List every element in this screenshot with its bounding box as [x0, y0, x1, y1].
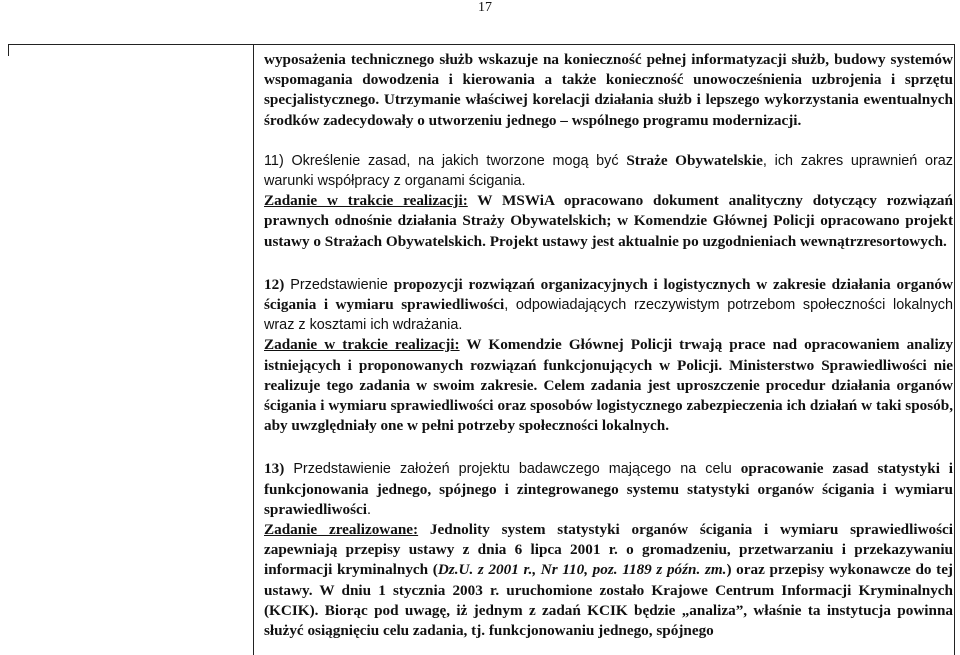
item-11-bold: Straże Obywatelskie: [626, 151, 763, 169]
item-12-bold: propozycji rozwiązań organizacyjnych i logistycznych w zakresie działania organów ścigania i wymiaru sprawiedliwości: [264, 275, 953, 314]
paragraph-item-11: [264, 151, 953, 191]
item-13-number: 13): [264, 460, 285, 478]
item-13-text-b: .: [366, 501, 371, 518]
paragraph-item-12: [264, 275, 953, 336]
page-number: 17: [478, 0, 492, 15]
paragraph-item-11-task: [264, 191, 953, 252]
paragraph-intro: [264, 50, 953, 131]
table-border-left: [253, 44, 254, 655]
item-12-number: 12): [264, 275, 285, 293]
paragraph-item-13: [264, 459, 953, 520]
item-13-task-text-a: Jednolity system statystyki organów ścigania i wymiaru sprawiedliwości zapewniają przepisy ustawy z dnia 6 lipca 2001 r. o gromadzeniu, przetwarzaniu i przekazywaniu informacji kryminalnych (: [264, 521, 954, 579]
item-13-bold: opracowanie zasad statystyki i funkcjonowania jednego, spójnego i zintegrowanego systemu statystyki organów ścigania i wymiaru sprawiedliwości: [264, 460, 954, 518]
item-13-task-citation: Dz.U. z 2001 r., Nr 110, poz. 1189 z późn. zm.: [437, 561, 727, 579]
intro-text: wyposażenia technicznego służb wskazuje na konieczność pełnej informatyzacji służb, budowy systemów wspomagania dowodzenia i kierowania a także konieczność unowocześnienia uzbrojenia i sprzętu specjalistycznego. Utrzymanie właściwej korelacji działania służb i lepszego wykorzystania ewentualnych środków zadecydowały o utworzeniu jednego – wspólnego programu modernizacji.: [264, 51, 953, 129]
item-11-text-a: Określenie zasad, na jakich tworzone mogą być: [283, 152, 627, 169]
item-12-text-a: Przedstawienie: [284, 276, 394, 293]
item-12-task-label: Zadanie w trakcie realizacji:: [264, 336, 460, 354]
item-11-task-label: Zadanie w trakcie realizacji:: [264, 192, 468, 210]
table-border-tick: [8, 44, 9, 56]
item-11-number: 11): [264, 152, 284, 169]
item-11-text-b: , ich zakres uprawnień oraz warunki współpracy z organami ścigania.: [264, 152, 953, 190]
item-12-text-b: , odpowiadających rzeczywistym potrzebom społeczności lokalnych wraz z kosztami ich wdrażania.: [264, 297, 953, 334]
item-13-task-text-b: ) oraz przepisy wykonawcze do tej ustawy. W dniu 1 stycznia 2003 r. uruchomione zostało Krajowe Centrum Informacji Kryminalnych (KCIK). Biorąc pod uwagę, iż jednym z zadań KCIK będzie „analiza”, właśnie ta instytucja powinna służyć osiągnięciu celu zadania, tj. funkcjonowaniu jednego, spójnego: [264, 561, 953, 640]
paragraph-item-13-task: [264, 520, 953, 641]
item-11-task-text: W MSWiA opracowano dokument analityczny dotyczący rozwiązań prawnych odnośnie działania Straży Obywatelskich; w Komendzie Głównej Policji opracowano projekt ustawy o Strażach Obywatelskich. Projekt ustawy jest aktualnie po uzgodnieniach wewnątrzresortowych.: [264, 192, 953, 250]
paragraph-item-12-task: [264, 335, 953, 436]
table-border-top: [8, 44, 955, 45]
item-12-task-text: W Komendzie Głównej Policji trwają prace nad opracowaniem analizy istniejących i proponowanych rozwiązań funkcjonujących w Policji. Ministerstwo Sprawiedliwości nie realizuje tego zadania w swoim zakresie. Celem zadania jest uproszczenie procedur działania organów ścigania i wymiaru sprawiedliwości oraz sposobów logistycznego zabezpieczenia ich działań w taki sposób, aby uwzględniały one w pełni potrzeby społeczności lokalnych.: [264, 336, 953, 435]
item-13-task-label: Zadanie zrealizowane:: [264, 521, 419, 539]
document-body: [264, 50, 953, 641]
table-border-right: [954, 44, 955, 655]
item-13-text-a: Przedstawienie założeń projektu badawczego mającego na celu: [284, 461, 741, 478]
